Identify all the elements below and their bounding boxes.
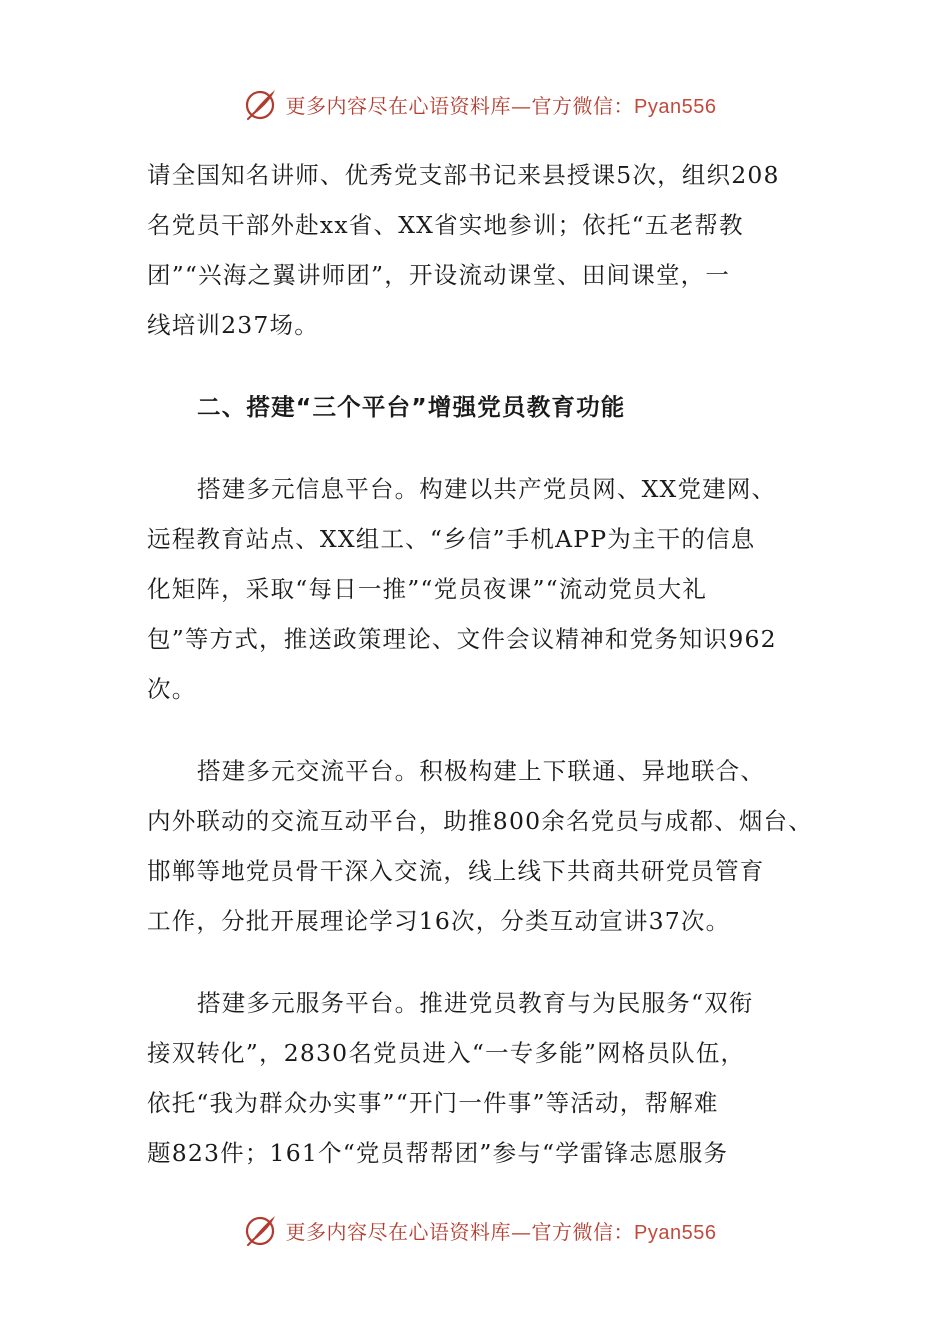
info-line-3: 化矩阵，采取“每日一推”“党员夜课”“流动党员大礼 [147, 575, 708, 603]
footer-banner [0, 1210, 950, 1250]
intro-line-3: 团”“兴海之翼讲师团”，开设流动课堂、田间课堂，一 [147, 261, 731, 289]
footer-banner-inner [244, 1213, 717, 1247]
info-line-2: 远程教育站点、XX组工、“乡信”手机APP为主干的信息 [147, 525, 756, 553]
header-banner-text [286, 90, 717, 119]
intro-paragraph [147, 150, 837, 350]
header-banner [0, 84, 950, 124]
service-line-1: 搭建多元服务平台。推进党员教育与为民服务“双衔 [197, 989, 754, 1017]
section-heading: 二、搭建“三个平台”增强党员教育功能 [197, 393, 626, 421]
info-platform-paragraph [147, 464, 837, 714]
header-wechat-id: Pyan556 [634, 95, 717, 118]
document-body [147, 150, 837, 1178]
exchange-line-1: 搭建多元交流平台。积极构建上下联通、异地联合、 [197, 757, 766, 785]
service-line-2: 接双转化”，2830名党员进入“一专多能”网格员队伍， [147, 1039, 746, 1067]
exchange-platform-paragraph [147, 746, 837, 946]
header-banner-label: 更多内容尽在心语资料库—官方微信： [285, 93, 635, 118]
service-line-4: 题823件；161个“党员帮帮团”参与“学雷锋志愿服务 [147, 1139, 729, 1167]
footer-wechat-id: Pyan556 [634, 1221, 717, 1244]
exchange-line-2: 内外联动的交流互动平台，助推800余名党员与成都、烟台、 [147, 807, 813, 835]
footer-banner-text [286, 1216, 717, 1245]
exchange-line-4: 工作，分批开展理论学习16次，分类互动宣讲37次。 [147, 907, 731, 935]
info-line-1: 搭建多元信息平台。构建以共产党员网、XX党建网、 [197, 475, 777, 503]
intro-line-2: 名党员干部外赴xx省、XX省实地参训；依托“五老帮教 [147, 211, 744, 239]
footer-banner-label: 更多内容尽在心语资料库—官方微信： [285, 1219, 635, 1244]
service-line-3: 依托“我为群众办实事”“开门一件事”等活动，帮解难 [147, 1089, 719, 1117]
service-platform-paragraph [147, 978, 837, 1178]
exchange-line-3: 邯郸等地党员骨干深入交流，线上线下共商共研党员管育 [147, 857, 765, 885]
quill-logo-icon [244, 87, 278, 121]
info-line-5: 次。 [147, 675, 197, 703]
intro-line-4: 线培训237场。 [147, 311, 319, 339]
info-line-4: 包”等方式，推送政策理论、文件会议精神和党务知识962 [147, 625, 777, 653]
header-banner-inner [244, 87, 717, 121]
intro-line-1: 请全国知名讲师、优秀党支部书记来县授课5次，组织208 [147, 161, 780, 189]
quill-logo-icon [244, 1213, 278, 1247]
